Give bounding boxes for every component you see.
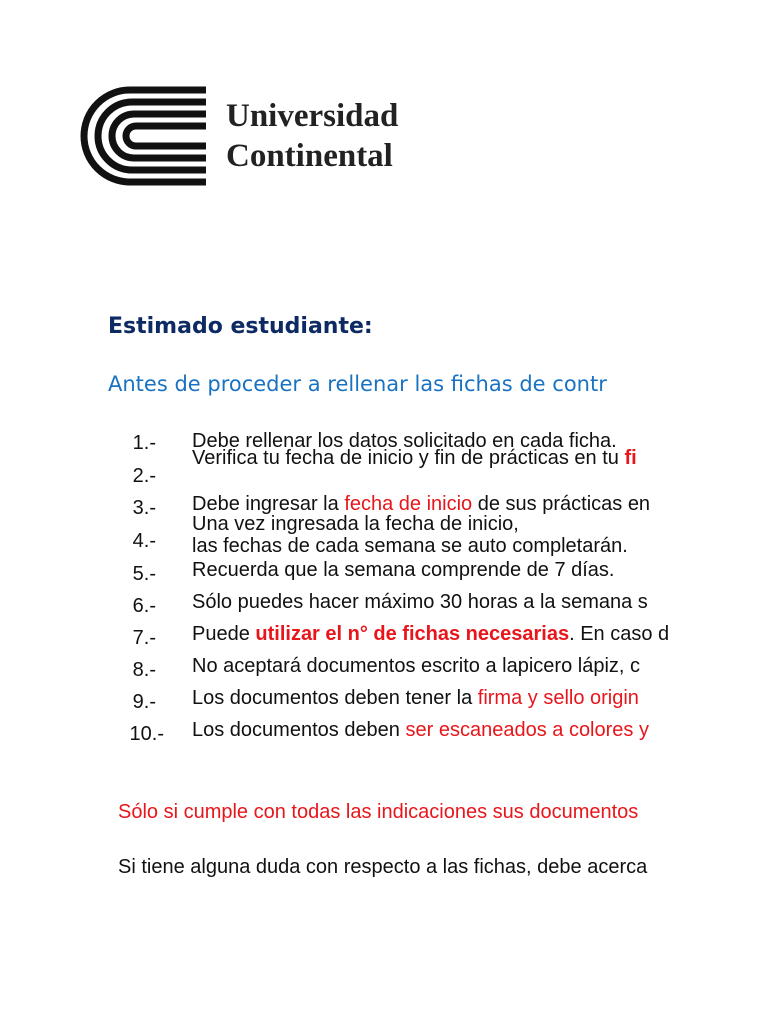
- university-name-line1: Universidad: [226, 98, 399, 134]
- list-item-number: 9.-: [132, 691, 156, 713]
- list-item: Verifica tu fecha de inicio y fin de prácticas en tu fi: [192, 447, 637, 468]
- intro-text: Antes de proceder a rellenar las fichas de contr: [108, 372, 607, 396]
- list-item: Los documentos deben ser escaneados a colores y: [192, 719, 649, 741]
- list-item: Puede utilizar el n° de fichas necesarias. En caso d: [192, 623, 670, 645]
- list-item-number: 4.-: [132, 530, 156, 552]
- list-item: Recuerda que la semana comprende de 7 días.: [192, 559, 615, 581]
- list-item: Debe rellenar los datos solicitado en cada ficha.: [192, 430, 617, 452]
- list-item: Una vez ingresada la fecha de inicio, las fechas de cada semana se auto completarán.: [192, 514, 628, 557]
- list-item-number: 6.-: [132, 595, 156, 617]
- compliance-note: Sólo si cumple con todas las indicaciones sus documentos: [118, 801, 639, 823]
- list-item-number: 1.-: [132, 432, 156, 454]
- contact-note: Si tiene alguna duda con respecto a las fichas, debe acerca: [118, 856, 648, 878]
- list-item-number: 5.-: [132, 563, 156, 585]
- list-item: Sólo puedes hacer máximo 30 horas a la semana s: [192, 591, 648, 613]
- list-item-number: 10.-: [129, 723, 164, 745]
- list-item: Debe ingresar la fecha de inicio de sus prácticas en: [192, 493, 651, 515]
- list-item: No aceptará documentos escrito a lapicero lápiz, c: [192, 655, 641, 677]
- list-item-number: 8.-: [132, 659, 156, 681]
- list-item: Los documentos deben tener la firma y sello origin: [192, 687, 639, 709]
- list-item-number: 3.-: [132, 497, 156, 519]
- list-item-number: 2.-: [132, 465, 156, 487]
- university-name-line2: Continental: [226, 138, 393, 174]
- greeting-heading: Estimado estudiante:: [108, 314, 373, 339]
- list-item-number: 7.-: [132, 627, 156, 649]
